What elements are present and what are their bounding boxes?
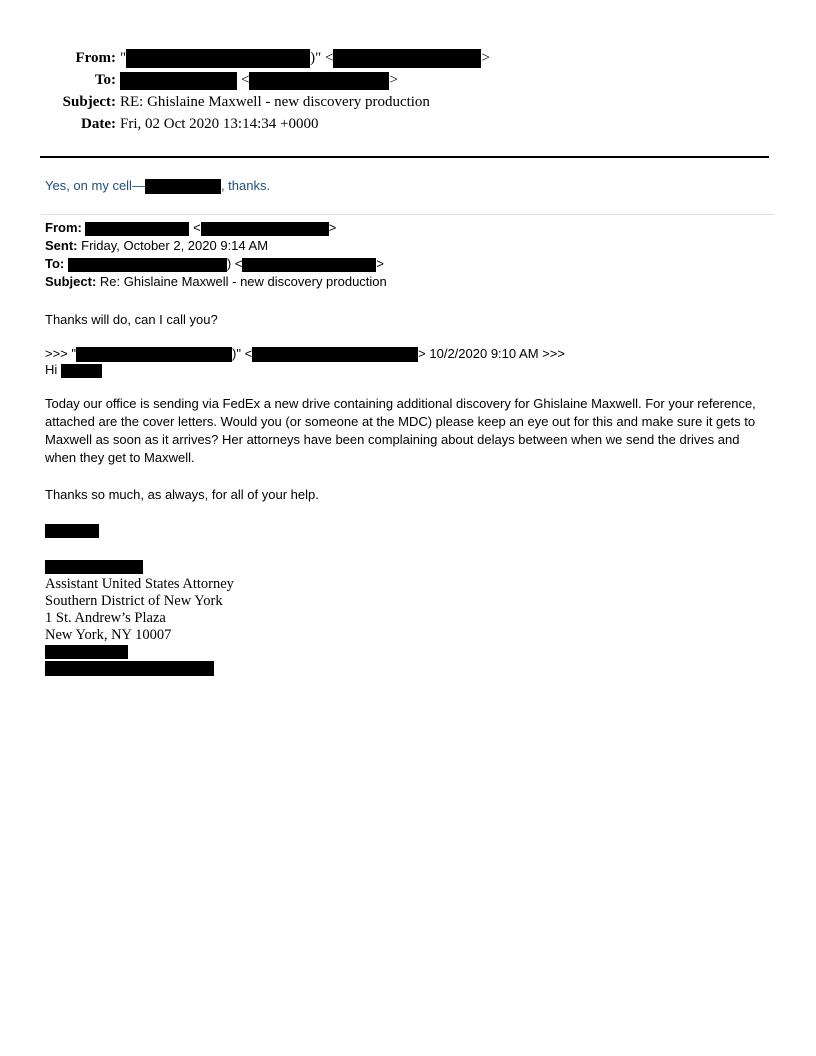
redacted-forward-sender-name — [76, 347, 232, 362]
forward-mid: )" < — [232, 346, 253, 361]
redacted-quoted-to-name — [68, 258, 227, 272]
redacted-recipient-email — [249, 72, 389, 90]
quoted-to-label: To: — [45, 256, 65, 271]
quoted-from-angle-open: < — [193, 220, 201, 235]
signature-address-line2: New York, NY 10007 — [45, 627, 172, 643]
redacted-quoted-to-email — [242, 258, 376, 272]
quoted-subject-value: Re: Ghislaine Maxwell - new discovery production — [99, 274, 387, 289]
redacted-signature-name — [45, 560, 143, 574]
signature-address-line1: 1 St. Andrew’s Plaza — [45, 610, 166, 626]
reply-text-start: Yes, on my cell— — [45, 178, 145, 193]
redacted-sender-email — [333, 49, 481, 68]
signature-title: Assistant United States Attorney — [45, 576, 234, 592]
closing-line: Thanks so much, as always, for all of your help. — [45, 487, 319, 502]
greeting-line — [45, 361, 102, 379]
from-quote-close: )" < — [310, 50, 334, 66]
redacted-quoted-from-name — [85, 222, 189, 236]
quoted-subject-row — [45, 273, 387, 291]
from-quote-open: " — [120, 50, 127, 66]
reply-line — [45, 176, 270, 196]
header-to-row — [40, 70, 398, 90]
redacted-signature-email — [45, 661, 214, 676]
to-angle-close: > — [389, 72, 398, 88]
date-label: Date: — [81, 116, 116, 132]
from-label: From: — [75, 50, 116, 66]
redacted-forward-sender-email — [252, 347, 418, 362]
redacted-phone-number — [145, 179, 221, 194]
to-angle-open: < — [241, 72, 250, 88]
quoted-from-label: From: — [45, 220, 82, 235]
quoted-to-angle-close: > — [376, 256, 385, 271]
quoted-from-angle-close: > — [328, 220, 337, 235]
forward-prefix: >>> " — [45, 346, 77, 361]
redacted-sender-name — [126, 49, 310, 68]
forward-line — [45, 345, 565, 363]
quoted-from-row — [45, 219, 336, 237]
reply-text-end: , thanks. — [220, 178, 271, 193]
quoted-subject-label: Subject: — [45, 274, 97, 289]
redacted-recipient-name — [120, 72, 237, 90]
subject-label: Subject: — [62, 94, 116, 110]
quoted-sent-row — [45, 237, 268, 255]
forward-suffix: > 10/2/2020 9:10 AM >>> — [418, 346, 565, 361]
header-divider — [40, 156, 769, 158]
header-subject-row — [40, 92, 430, 112]
from-angle-close: > — [481, 50, 490, 66]
quoted-sent-label: Sent: — [45, 238, 78, 253]
quoted-sent-value: Friday, October 2, 2020 9:14 AM — [81, 238, 269, 253]
message-paragraph: Today our office is sending via FedEx a new drive containing additional discovery for Ghislaine Maxwell. For your reference, attached are the cover letters. Would you (or someone at the MDC) please keep an eye out for this and make sure it gets to Maxwell as soon as it arrives? Her attorneys have been complaining about delays between when we send the drives and when they get to Maxwell. — [45, 396, 756, 465]
to-label: To: — [94, 72, 116, 88]
redacted-signoff-name — [45, 524, 99, 538]
quoted-to-row — [45, 255, 384, 273]
redacted-greeting-name — [61, 364, 102, 378]
redacted-signature-phone — [45, 645, 128, 659]
quoted-divider — [41, 214, 774, 215]
greeting-text: Hi — [45, 362, 58, 377]
thanks-line: Thanks will do, can I call you? — [45, 312, 218, 327]
signature-office: Southern District of New York — [45, 593, 223, 609]
redacted-quoted-from-email — [201, 222, 329, 236]
subject-value: RE: Ghislaine Maxwell - new discovery production — [120, 94, 430, 110]
date-value: Fri, 02 Oct 2020 13:14:34 +0000 — [120, 116, 319, 132]
header-date-row — [40, 114, 318, 134]
header-from-row — [40, 48, 490, 68]
quoted-to-mid: ) < — [226, 256, 243, 271]
